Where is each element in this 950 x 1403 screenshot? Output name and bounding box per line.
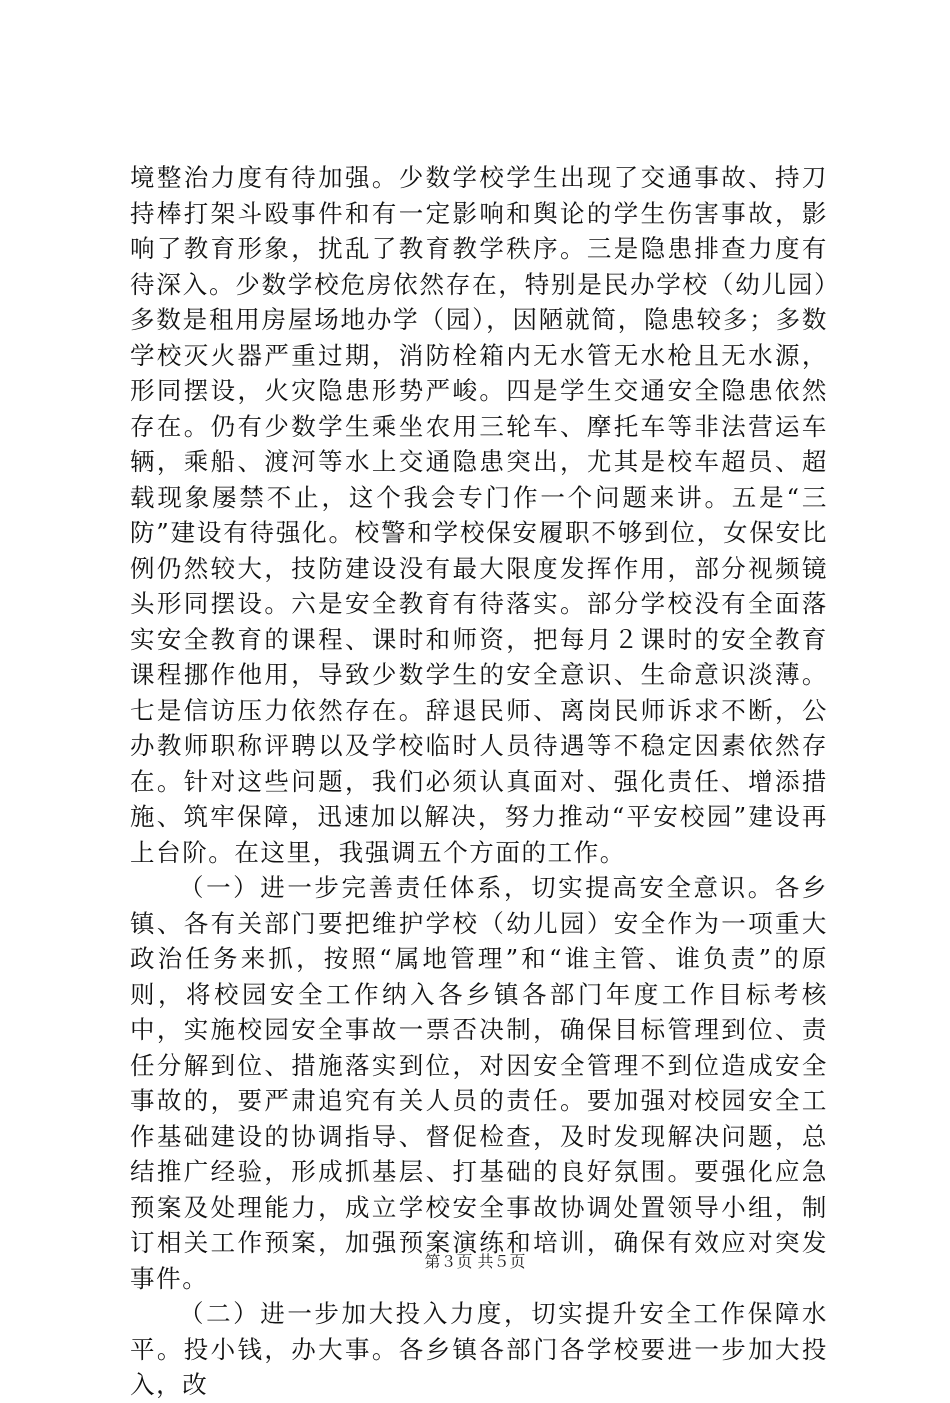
paragraph: （二）进一步加大投入力度，切实提升安全工作保障水平。投小钱，办大事。各乡镇各部门各学校要进一步加大投入，改 [130, 1299, 828, 1399]
paragraph: （一）进一步完善责任体系，切实提高安全意识。各乡镇、各有关部门要把维护学校（幼儿园）安全作为一项重大政治任务来抓，按照“属地管理”和“谁主管、谁负责”的原则，将校园安全工作纳入各乡镇各部门年度工作目标考核中，实施校园安全事故一票否决制，确保目标管理到位、责任分解到位、措施落实到位，对因安全管理不到位造成安全事故的，要严肃追究有关人员的责任。要加强对校园安全工作基础建设的协调指导、督促检查，及时发现解决问题，总结推广经验，形成抓基层、打基础的良好氛围。要强化应急预案及处理能力，成立学校安全事故协调处置领导小组，制订相关工作预案，加强预案演练和培训，确保有效应对突发事件。 [130, 873, 828, 1293]
paragraph: 境整治力度有待加强。少数学校学生出现了交通事故、持刀持棒打架斗殴事件和有一定影响和舆论的学生伤害事故，影响了教育形象，扰乱了教育教学秩序。三是隐患排查力度有待深入。少数学校危房依然存在，特别是民办学校（幼儿园）多数是租用房屋场地办学（园），因陋就简，隐患较多；多数学校灭火器严重过期，消防栓箱内无水管无水枪且无水源，形同摆设，火灾隐患形势严峻。四是学生交通安全隐患依然存在。仍有少数学生乘坐农用三轮车、摩托车等非法营运车辆，乘船、渡河等水上交通隐患突出，尤其是校车超员、超载现象屡禁不止，这个我会专门作一个问题来讲。五是“三防”建设有待强化。校警和学校保安履职不够到位，女保安比例仍然较大，技防建设没有最大限度发挥作用，部分视频镜头形同摆设。六是安全教育有待落实。部分学校没有全面落实安全教育的课程、课时和师资，把每月２课时的安全教育课程挪作他用，导致少数学生的安全意识、生命意识淡薄。七是信访压力依然存在。辞退民师、离岗民师诉求不断，公办教师职称评聘以及学校临时人员待遇等不稳定因素依然存在。针对这些问题，我们必须认真面对、强化责任、增添措施、筑牢保障，迅速加以解决，努力推动“平安校园”建设再上台阶。在这里，我强调五个方面的工作。 [130, 163, 828, 867]
document-body [130, 160, 828, 1403]
page-number-footer: 第３页 共５页 [424, 1252, 526, 1271]
